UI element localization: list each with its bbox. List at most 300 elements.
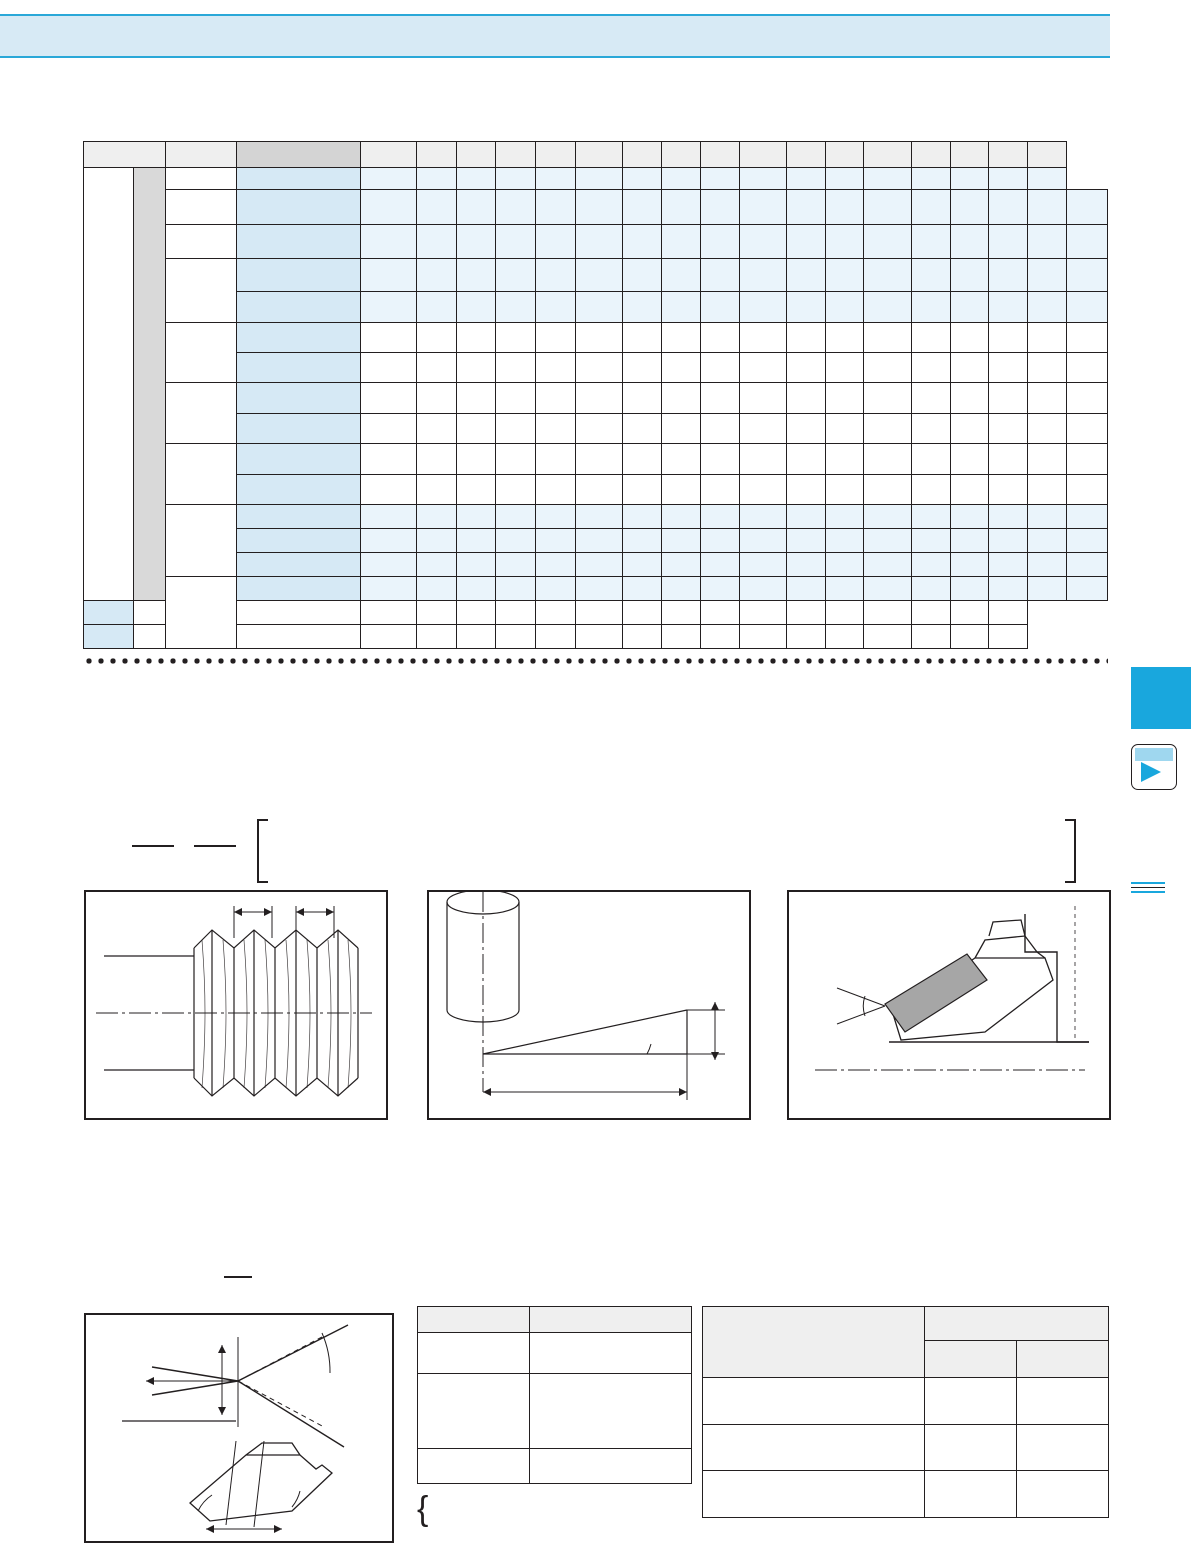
- data-cell: [416, 259, 456, 292]
- angle-line: [226, 1441, 236, 1525]
- data-cell: [623, 413, 662, 443]
- data-cell: [496, 322, 536, 352]
- formula-brace-group: [120, 810, 1090, 890]
- data-cell: [825, 353, 864, 383]
- data-cell: [416, 224, 456, 259]
- data-cell: [536, 189, 576, 224]
- data-cell: [700, 624, 739, 648]
- data-cell: [623, 529, 662, 553]
- header-cell: [623, 142, 662, 168]
- data-cell: [786, 624, 825, 648]
- table-row: [84, 505, 1108, 529]
- data-cell: [360, 292, 416, 322]
- header-cell: [456, 142, 496, 168]
- data-cell: [786, 529, 825, 553]
- header-cell-sub: [925, 1341, 1017, 1378]
- table-row: [703, 1378, 1109, 1425]
- table-row: [84, 553, 1108, 577]
- data-cell: [496, 474, 536, 504]
- table-row: [84, 322, 1108, 352]
- row-label-cell: [165, 322, 236, 383]
- data-cell: [133, 624, 165, 648]
- data-cell: [950, 189, 989, 224]
- angle-line: [837, 988, 885, 1006]
- angle-arc: [863, 996, 865, 1016]
- data-cell: [950, 600, 989, 624]
- data-cell: [575, 474, 622, 504]
- data-cell: [786, 224, 825, 259]
- data-cell: [825, 259, 864, 292]
- data-cell: [575, 444, 622, 474]
- row-name-cell: [236, 322, 360, 352]
- data-cell: [786, 600, 825, 624]
- row-label-cell: [165, 444, 236, 505]
- data-cell: [989, 600, 1028, 624]
- data-cell: [989, 292, 1028, 322]
- cutting-tool-badge: [1131, 744, 1177, 790]
- param-name-cell: [418, 1449, 530, 1484]
- data-cell: [950, 577, 989, 601]
- data-cell: [496, 383, 536, 413]
- data-cell: [662, 529, 701, 553]
- badge-arrow-icon: [1141, 762, 1161, 782]
- section-divider-dotted: [83, 657, 1108, 665]
- arrow-head: [264, 908, 272, 916]
- data-cell: [575, 353, 622, 383]
- data-cell: [575, 292, 622, 322]
- data-cell: [662, 474, 701, 504]
- data-cell: [416, 322, 456, 352]
- data-cell: [864, 259, 911, 292]
- data-cell: [360, 474, 416, 504]
- data-cell: [989, 224, 1028, 259]
- data-cell: [864, 553, 911, 577]
- stripe-line: [1131, 887, 1165, 888]
- data-cell: [786, 259, 825, 292]
- data-cell: [786, 189, 825, 224]
- data-cell: [1066, 353, 1107, 383]
- data-cell: [1066, 444, 1107, 474]
- data-cell: [536, 292, 576, 322]
- data-cell: [575, 600, 622, 624]
- row-label-cell: [165, 383, 236, 444]
- data-cell: [989, 624, 1028, 648]
- data-cell: [786, 353, 825, 383]
- data-cell: [739, 168, 786, 190]
- header-cell: [950, 142, 989, 168]
- angle-arc: [322, 1333, 330, 1373]
- data-cell: [1017, 1424, 1109, 1471]
- data-cell: [623, 259, 662, 292]
- tool-side-view: [190, 1443, 332, 1521]
- data-cell: [623, 292, 662, 322]
- data-cell: [662, 383, 701, 413]
- data-cell: [825, 553, 864, 577]
- header-cell: [416, 142, 456, 168]
- data-cell: [496, 553, 536, 577]
- arrow-head: [234, 908, 242, 916]
- data-cell: [786, 168, 825, 190]
- data-cell: [786, 383, 825, 413]
- data-cell: [662, 259, 701, 292]
- data-cell: [786, 553, 825, 577]
- row-label-cell: [165, 189, 236, 224]
- data-cell: [825, 322, 864, 352]
- data-cell: [1028, 444, 1067, 474]
- insert-shape: [885, 954, 987, 1032]
- tool-holder-diagram: [787, 890, 1111, 1120]
- arrow-head: [711, 1002, 719, 1010]
- row-name-cell: [236, 383, 360, 413]
- row-name-cell: [236, 292, 360, 322]
- data-cell: [360, 224, 416, 259]
- data-cell: [989, 577, 1028, 601]
- data-cell: [911, 413, 950, 443]
- data-cell: [739, 505, 786, 529]
- row-name-cell: [236, 529, 360, 553]
- data-cell: [456, 577, 496, 601]
- data-cell: [575, 168, 622, 190]
- data-cell: [623, 224, 662, 259]
- data-cell: [416, 189, 456, 224]
- data-cell: [911, 577, 950, 601]
- data-cell: [1066, 505, 1107, 529]
- data-cell: [360, 505, 416, 529]
- header-cell: [536, 142, 576, 168]
- data-cell: [825, 600, 864, 624]
- row-name-cell: [236, 259, 360, 292]
- data-cell: [989, 353, 1028, 383]
- table-row: [418, 1374, 692, 1449]
- data-cell: [700, 322, 739, 352]
- page-header-band: [0, 14, 1110, 58]
- data-cell: [416, 383, 456, 413]
- data-cell: [825, 624, 864, 648]
- data-cell: [1028, 322, 1067, 352]
- data-cell: [864, 474, 911, 504]
- data-cell: [989, 168, 1028, 190]
- data-cell: [1066, 577, 1107, 601]
- row-label-cell: [165, 224, 236, 259]
- data-cell: [416, 529, 456, 553]
- data-cell: [456, 292, 496, 322]
- data-cell: [662, 624, 701, 648]
- data-cell: [536, 474, 576, 504]
- header-cell: [418, 1307, 530, 1333]
- data-cell: [456, 444, 496, 474]
- param-name-cell: [418, 1333, 530, 1374]
- data-cell: [739, 292, 786, 322]
- data-cell: [236, 600, 360, 624]
- data-cell: [864, 624, 911, 648]
- data-cell: [739, 577, 786, 601]
- data-cell: [456, 624, 496, 648]
- table-row: [84, 292, 1108, 322]
- table-row: [703, 1424, 1109, 1471]
- data-cell: [911, 168, 950, 190]
- data-cell: [575, 189, 622, 224]
- data-cell: [1028, 577, 1067, 601]
- angle-arc: [647, 1044, 651, 1054]
- data-cell: [1066, 553, 1107, 577]
- header-cell: [739, 142, 786, 168]
- data-cell: [700, 505, 739, 529]
- data-cell: [416, 292, 456, 322]
- angle-line: [837, 1006, 885, 1024]
- data-cell: [360, 322, 416, 352]
- mini-table-brace: {: [417, 1490, 429, 1528]
- table-row: [84, 600, 1108, 624]
- data-cell: [950, 292, 989, 322]
- header-cell: [864, 142, 911, 168]
- data-cell: [925, 1424, 1017, 1471]
- data-cell: [950, 413, 989, 443]
- arrow-head: [679, 1088, 687, 1096]
- data-cell: [623, 624, 662, 648]
- data-cell: [360, 553, 416, 577]
- table-header-row: [703, 1307, 1109, 1341]
- data-cell: [496, 577, 536, 601]
- data-cell: [360, 529, 416, 553]
- data-cell: [989, 553, 1028, 577]
- parameter-mini-table: [417, 1306, 692, 1484]
- data-cell: [536, 413, 576, 443]
- data-cell: [496, 259, 536, 292]
- table-row: [84, 413, 1108, 443]
- data-cell: [950, 224, 989, 259]
- table-row: [84, 529, 1108, 553]
- data-cell: [911, 383, 950, 413]
- badge-hatch-icon: [1135, 748, 1173, 761]
- stripe-line: [1131, 891, 1165, 893]
- data-cell: [950, 168, 989, 190]
- data-cell: [864, 529, 911, 553]
- data-cell: [623, 168, 662, 190]
- data-cell: [662, 224, 701, 259]
- data-cell: [825, 292, 864, 322]
- data-cell: [1066, 474, 1107, 504]
- data-cell: [825, 168, 864, 190]
- table-row: [418, 1333, 692, 1374]
- param-value-cell: [530, 1374, 692, 1449]
- data-cell: [825, 189, 864, 224]
- data-cell: [456, 529, 496, 553]
- data-cell: [416, 624, 456, 648]
- data-cell: [739, 553, 786, 577]
- data-cell: [456, 259, 496, 292]
- data-cell: [864, 189, 911, 224]
- data-cell: [1028, 505, 1067, 529]
- header-cell: [662, 142, 701, 168]
- data-cell: [416, 577, 456, 601]
- thread-profile-diagram: [84, 890, 388, 1120]
- data-cell: [536, 224, 576, 259]
- arrow-head: [218, 1407, 226, 1415]
- table-row: [84, 353, 1108, 383]
- data-cell: [825, 577, 864, 601]
- data-cell: [536, 259, 576, 292]
- data-cell: [989, 259, 1028, 292]
- data-cell: [536, 505, 576, 529]
- data-cell: [825, 413, 864, 443]
- data-cell: [950, 259, 989, 292]
- data-cell: [786, 322, 825, 352]
- data-cell: [1028, 189, 1067, 224]
- group-cell-left: [84, 168, 134, 601]
- data-cell: [536, 577, 576, 601]
- data-cell: [416, 505, 456, 529]
- data-cell: [496, 413, 536, 443]
- data-cell: [662, 413, 701, 443]
- data-cell: [786, 292, 825, 322]
- data-cell: [700, 600, 739, 624]
- data-cell: [416, 444, 456, 474]
- data-cell: [864, 292, 911, 322]
- data-cell: [536, 624, 576, 648]
- dashed-ref-line: [238, 1381, 324, 1427]
- data-cell: [739, 353, 786, 383]
- row-name-cell: [236, 224, 360, 259]
- data-cell: [575, 577, 622, 601]
- data-cell: [911, 189, 950, 224]
- data-cell: [950, 553, 989, 577]
- fraction-bar: [224, 1276, 252, 1278]
- workpiece-outline: [1025, 914, 1089, 1042]
- data-cell: [700, 577, 739, 601]
- data-cell: [825, 529, 864, 553]
- data-cell: [739, 624, 786, 648]
- row-label-cell: [165, 168, 236, 190]
- data-cell: [623, 505, 662, 529]
- data-cell: [662, 444, 701, 474]
- row-name-cell: [236, 444, 360, 474]
- data-cell: [864, 444, 911, 474]
- data-cell: [786, 577, 825, 601]
- data-cell: [662, 353, 701, 383]
- data-cell: [456, 353, 496, 383]
- data-cell: [623, 189, 662, 224]
- data-cell: [1066, 189, 1107, 224]
- data-cell: [662, 577, 701, 601]
- insert-angle-diagram: [84, 1313, 394, 1543]
- data-cell: [989, 383, 1028, 413]
- data-cell: [989, 444, 1028, 474]
- vee-profile: [152, 1325, 348, 1447]
- data-cell: [864, 413, 911, 443]
- data-cell: [1017, 1471, 1109, 1518]
- data-cell: [700, 168, 739, 190]
- data-cell: [989, 474, 1028, 504]
- data-cell: [700, 444, 739, 474]
- header-cell: [911, 142, 950, 168]
- data-cell: [456, 224, 496, 259]
- data-cell: [133, 600, 165, 624]
- data-cell: [700, 189, 739, 224]
- table-row: [84, 383, 1108, 413]
- row-name-cell: [84, 624, 134, 648]
- data-cell: [739, 383, 786, 413]
- data-cell: [1066, 413, 1107, 443]
- data-cell: [739, 600, 786, 624]
- row-name-cell: [236, 413, 360, 443]
- data-cell: [575, 553, 622, 577]
- page-stripe-marker: [1131, 882, 1165, 902]
- data-cell: [786, 413, 825, 443]
- data-cell: [456, 322, 496, 352]
- data-cell: [1066, 529, 1107, 553]
- data-cell: [911, 505, 950, 529]
- data-cell: [623, 474, 662, 504]
- table-row: [84, 224, 1108, 259]
- data-cell: [536, 383, 576, 413]
- table-row: [84, 444, 1108, 474]
- data-cell: [496, 600, 536, 624]
- row-label-cell: [165, 577, 236, 649]
- data-cell: [825, 505, 864, 529]
- data-cell: [416, 168, 456, 190]
- param-name-cell: [418, 1374, 530, 1449]
- data-cell: [456, 383, 496, 413]
- table-row: [84, 577, 1108, 601]
- data-cell: [925, 1378, 1017, 1425]
- data-cell: [536, 553, 576, 577]
- data-cell: [360, 577, 416, 601]
- data-cell: [662, 505, 701, 529]
- helix-angle-drawing: [429, 892, 745, 1114]
- data-cell: [700, 292, 739, 322]
- data-cell: [786, 444, 825, 474]
- data-cell: [575, 224, 622, 259]
- data-cell: [575, 529, 622, 553]
- header-cell-sub: [1017, 1341, 1109, 1378]
- data-cell: [864, 224, 911, 259]
- data-cell: [950, 529, 989, 553]
- data-cell: [700, 553, 739, 577]
- data-cell: [989, 322, 1028, 352]
- data-cell: [662, 600, 701, 624]
- data-cell: [739, 322, 786, 352]
- header-cell: [1028, 142, 1067, 168]
- data-cell: [456, 168, 496, 190]
- data-cell: [662, 168, 701, 190]
- header-cell: [236, 142, 360, 168]
- arrow-head: [711, 1052, 719, 1060]
- data-cell: [536, 529, 576, 553]
- data-cell: [1066, 383, 1107, 413]
- arrow-head: [206, 1525, 214, 1533]
- data-cell: [911, 292, 950, 322]
- data-cell: [950, 383, 989, 413]
- data-cell: [416, 553, 456, 577]
- data-cell: [1017, 1378, 1109, 1425]
- data-cell: [825, 474, 864, 504]
- data-cell: [623, 600, 662, 624]
- data-cell: [623, 383, 662, 413]
- data-cell: [662, 292, 701, 322]
- data-cell: [989, 529, 1028, 553]
- data-cell: [950, 353, 989, 383]
- table-subheader-row: [84, 168, 1108, 190]
- arrow-head: [483, 1088, 491, 1096]
- data-cell: [416, 353, 456, 383]
- data-cell: [700, 474, 739, 504]
- data-cell: [700, 259, 739, 292]
- row-name-cell: [236, 168, 360, 190]
- left-bracket: [258, 820, 268, 882]
- tool-holder-drawing: [789, 892, 1105, 1114]
- data-cell: [925, 1471, 1017, 1518]
- data-cell: [911, 529, 950, 553]
